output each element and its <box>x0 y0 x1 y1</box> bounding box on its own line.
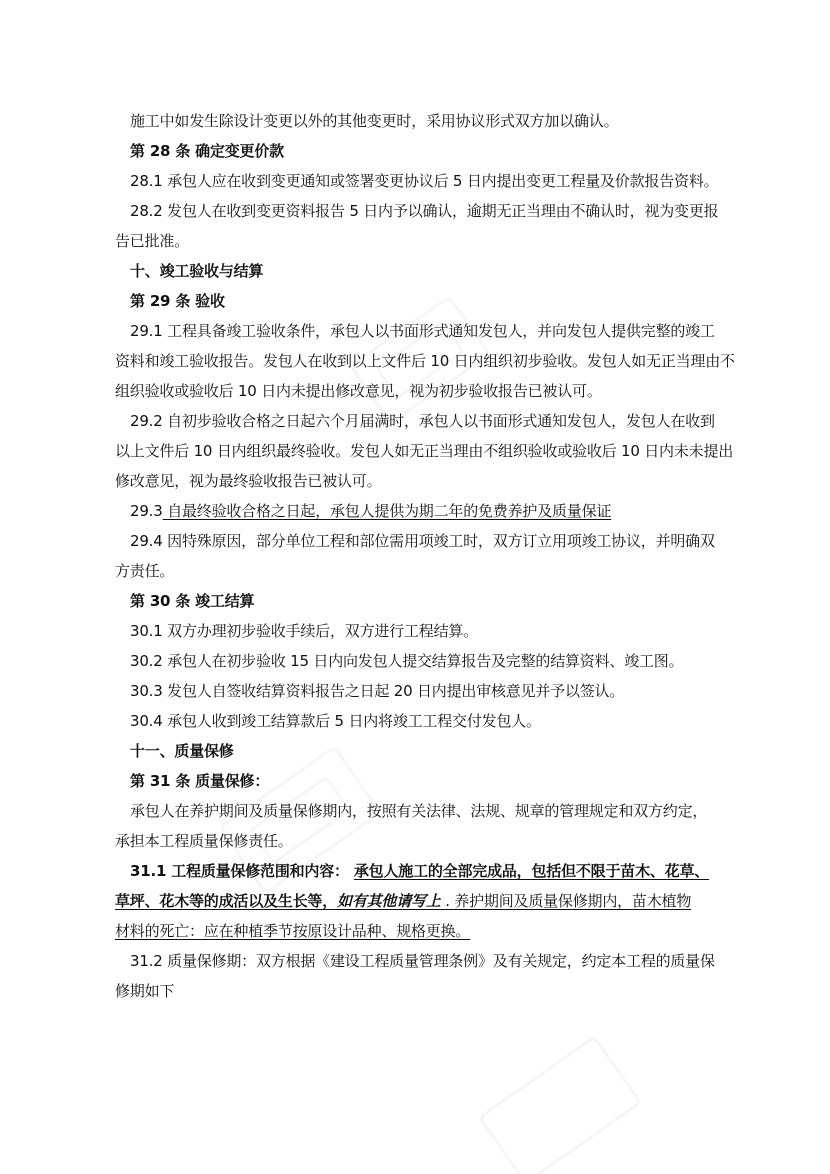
clause-line-underlined <box>130 496 724 526</box>
warranty-scope-label: 31.1 工程质量保修范围和内容： <box>130 862 349 880</box>
section-heading: 十一、质量保修 <box>130 742 234 760</box>
clause-number: 29.3 <box>130 502 163 520</box>
clause-line-continued: 修期如下 <box>115 982 175 1000</box>
clause-line-continued: 修改意见，视为最终验收报告已被认可。 <box>115 472 382 490</box>
clause-line: 29.2 自初步验收合格之日起六个月届满时，承包人以书面形式通知发包人，发包人在收到 <box>130 412 715 430</box>
clause-line: 28.2 发包人在收到变更资料报告 5 日内予以确认，逾期无正当理由不确认时，视为变更报 <box>130 202 719 220</box>
paragraph-line: 承包人在养护期间及质量保修期内，按照有关法律、法规、规章的管理规定和双方约定， <box>130 802 708 820</box>
clause-line-continued: 告已批准。 <box>115 232 190 250</box>
warranty-scope-text: 承包人施工的全部完成品，包括但不限于苗木、花草、 <box>353 862 710 880</box>
underlined-clause-body: 自最终验收合格之日起，承包人提供为期二年的免费养护及质量保证 <box>167 502 612 520</box>
clause-line: 30.1 双方办理初步验收手续后，双方进行工程结算。 <box>130 622 478 640</box>
article-heading: 第 30 条 竣工结算 <box>130 592 255 610</box>
article-heading: 第 28 条 确定变更价款 <box>130 142 284 160</box>
fill-in-prompt: 如有其他请写上 <box>337 892 441 910</box>
section-heading: 十、竣工验收与结算 <box>130 262 264 280</box>
warranty-scope-text-2: 草坪、花木等的成活以及生长等， <box>115 892 338 910</box>
article-heading: 第 29 条 验收 <box>130 292 225 310</box>
article-heading: 第 31 条 质量保修： <box>130 772 270 790</box>
maintenance-text: . 养护期间及质量保修期内，苗木植物 <box>440 892 692 910</box>
clause-line: 29.1 工程具备竣工验收条件，承包人以书面形式通知发包人，并向发包人提供完整的竣工 <box>130 322 715 340</box>
warranty-scope-line <box>130 856 724 886</box>
clause-line: 30.2 承包人在初步验收 15 日内向发包人提交结算报告及完整的结算资料、竣工图。 <box>130 652 684 670</box>
clause-line-continued: 以上文件后 10 日内组织最终验收。发包人如无正当理由不组织验收或验收后 10 日内未未提出 <box>115 442 734 460</box>
clause-line: 30.4 承包人收到竣工结算款后 5 日内将竣工工程交付发包人。 <box>130 712 541 730</box>
paragraph-line-continued: 承担本工程质量保修责任。 <box>115 832 293 850</box>
clause-line: 30.3 发包人自签收结算资料报告之日起 20 日内提出审核意见并予以签认。 <box>130 682 625 700</box>
document-body <box>115 106 735 1006</box>
clause-line: 28.1 承包人应在收到变更通知或签署变更协议后 5 日内提出变更工程量及价款报告资料。 <box>130 172 719 190</box>
clause-line-continued: 组织验收或验收后 10 日内未提出修改意见，视为初步验收报告已被认可。 <box>115 382 602 400</box>
clause-line: 31.2 质量保修期：双方根据《建设工程质量管理条例》及有关规定，约定本工程的质量保 <box>130 952 715 970</box>
replacement-text: 材料的死亡：应在种植季节按原设计品种、规格更换。 <box>115 922 471 940</box>
warranty-scope-line-3 <box>115 916 724 946</box>
warranty-scope-line-2 <box>115 886 724 916</box>
clause-line-continued: 资料和竣工验收报告。发包人在收到以上文件后 10 日内组织初步验收。发包人如无正当理由不 <box>115 352 735 370</box>
underlined-clause-text <box>163 502 612 520</box>
clause-line-continued: 方责任。 <box>115 562 175 580</box>
clause-line: 29.4 因特殊原因，部分单位工程和部位需用项竣工时，双方订立用项竣工协议，并明确双 <box>130 532 715 550</box>
paragraph-line: 施工中如发生除设计变更以外的其他变更时，采用协议形式双方加以确认。 <box>130 112 619 130</box>
